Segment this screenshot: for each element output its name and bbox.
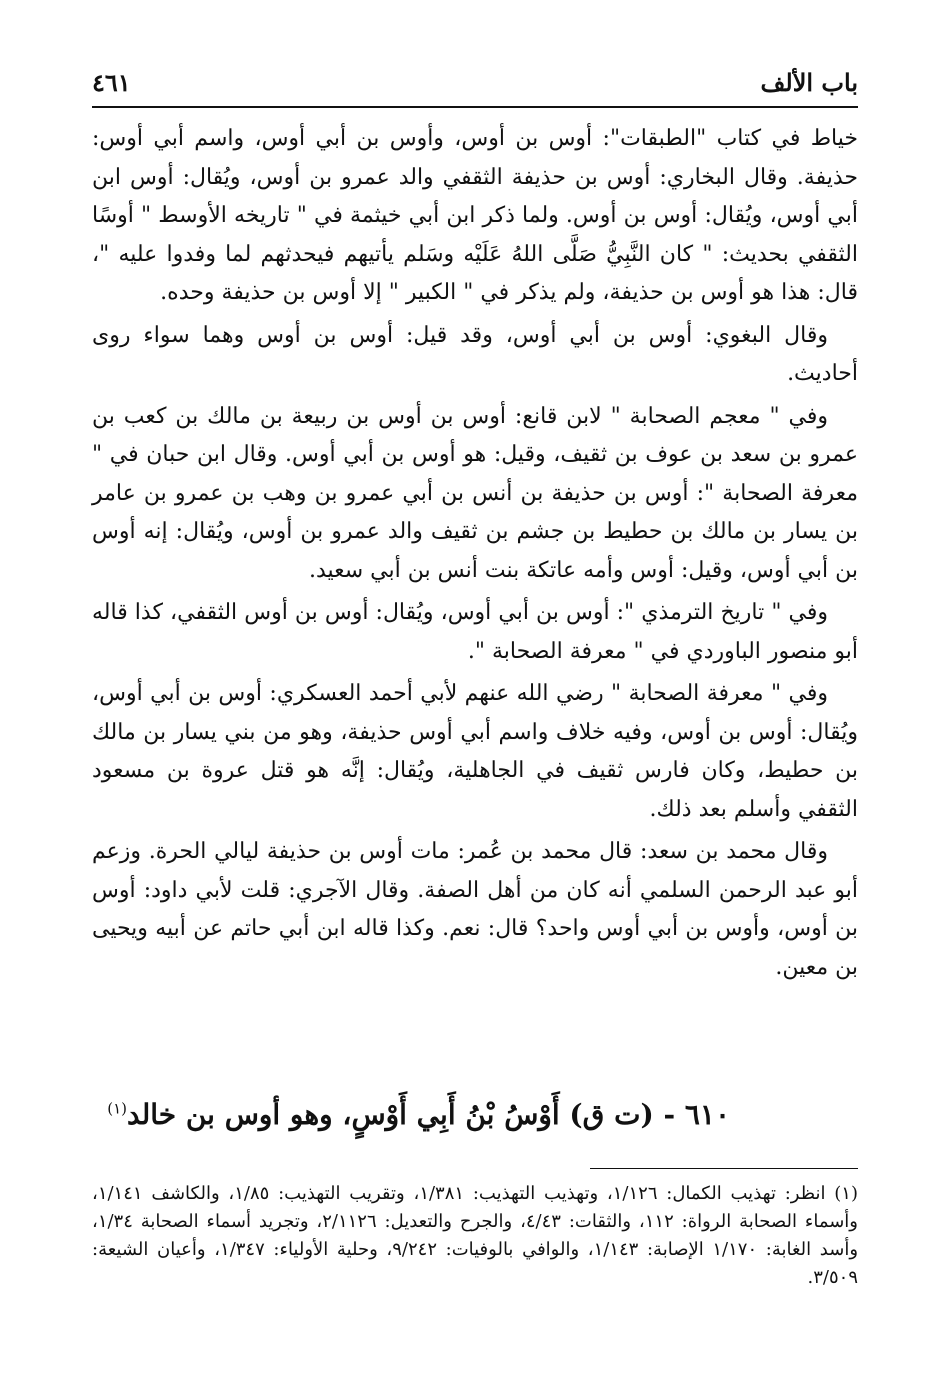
entry-heading [92, 1098, 730, 1131]
page-number: ٤٦١ [92, 67, 131, 97]
paragraph: وقال محمد بن سعد: قال محمد بن عُمر: مات أوس بن حذيفة ليالي الحرة. وزعم أبو عبد الرحمن السلمي أنه كان من أهل الصفة. وقال الآجري: قلت لأبي داود: أوس بن أوس، وأوس بن أبي أوس واحد؟ قال: نعم. وكذا قاله ابن أبي حاتم عن أبيه ويحيى بن معين. [92, 839, 858, 980]
header-rule [92, 106, 858, 108]
footnote [92, 1180, 858, 1292]
paragraph: خياط في كتاب "الطبقات": أوس بن أوس، وأوس بن أبي أوس، واسم أبي أوس: حذيفة. وقال البخاري: أوس بن حذيفة الثقفي والد عمرو بن أوس، ويُقال: أوس ابن أبي أوس، ويُقال: أوس بن أوس. ولما ذكر ابن أبي خيثمة في " تاريخه الأوسط " أوسًا الثقفي بحديث: " كان النَّبِيُّ صَلَّى اللهُ عَلَيْه وسَلم يأتيهم فيحدثهم لما وفدوا عليه "، قال: هذا هو أوس بن حذيفة، ولم يذكر في " الكبير " إلا أوس بن حذيفة وحده. [92, 126, 858, 305]
section-title: باب الألف [760, 67, 858, 97]
paragraph: وفي " معجم الصحابة " لابن قانع: أوس بن أوس بن ربيعة بن مالك بن كعب بن عمرو بن سعد بن عوف بن ثقيف، وقيل: هو أوس بن أبي أوس. وقال ابن حبان في " معرفة الصحابة ": أوس بن حذيفة بن أنس بن أبي عمرو بن وهب بن عمرو بن عامر بن يسار بن مالك بن حطيط بن جشم بن ثقيف والد عمرو بن أوس، ويُقال: إنه أوس بن أبي أوس، وقيل: أوس وأمه عاتكة بنت أنس بن أبي سعيد. [92, 403, 858, 583]
paragraph: وقال البغوي: أوس بن أبي أوس، وقد قيل: أوس بن أوس وهما سواء روى أحاديث. [92, 322, 858, 386]
footnote-rule [590, 1168, 858, 1169]
entry-heading-text: ٦١٠ - (ت ق) أَوْسُ بْنُ أَبِي أَوْسٍ، وهو أوس بن خالد [127, 1098, 730, 1131]
paragraph: وفي " تاريخ الترمذي ": أوس بن أبي أوس، ويُقال: أوس بن أوس الثقفي، كذا قاله أبو منصور الباوردي في " معرفة الصحابة ". [92, 600, 858, 664]
footnote-text: (١) انظر: تهذيب الكمال: ١/١٢٦، وتهذيب التهذيب: ١/٣٨١، وتقريب التهذيب: ١/٨٥، والكاشف ١/١٤١، وأسماء الصحابة الرواة: ١١٢، والثقات: ٤/٤٣، والجرح والتعديل: ٢/١١٢٦، وتجريد أسماء الصحابة ١/٣٤، وأسد الغابة: ١/١٧٠ الإصابة: ١/١٤٣، والوافي بالوفيات: ٩/٢٤٢، وحلية الأولياء: ١/٣٤٧، وأعيان الشيعة: ٣/٥٠٩. [92, 1183, 859, 1288]
body-text [92, 120, 858, 991]
paragraph: وفي " معرفة الصحابة " رضي الله عنهم لأبي أحمد العسكري: أوس بن أبي أوس، ويُقال: أوس بن أوس، وفيه خلاف واسم أبي أوس حذيفة، وهو من بني يسار بن مالك بن حطيط، وكان فارس ثقيف في الجاهلية، ويُقال: إنَّه هو قتل عروة بن مسعود الثقفي وأسلم بعد ذلك. [92, 681, 858, 822]
footnote-marker: (١) [107, 1099, 128, 1118]
page-header [92, 62, 858, 102]
